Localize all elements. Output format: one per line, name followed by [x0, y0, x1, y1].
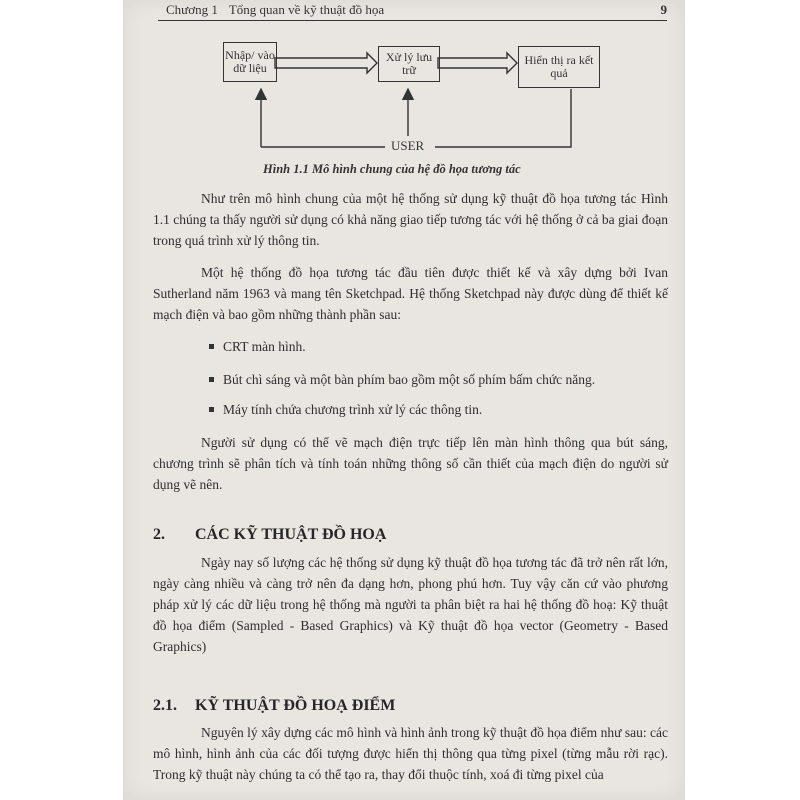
- arrow-process-to-output: [438, 53, 517, 73]
- display-result-box: Hiển thị ra kết quả: [518, 46, 600, 88]
- paragraph-3: Người sử dụng có thể vẽ mạch điện trực tiếp lên màn hình thông qua bút sáng, chương trình sẽ phân tích và tính toán những thông số cần thiết của mạch điện do người sử dụng vẽ nên.: [153, 435, 668, 492]
- section-2-1-heading: [153, 697, 395, 715]
- bullet-text: CRT màn hình.: [223, 339, 306, 354]
- paragraph-1: Như trên mô hình chung của một hệ thống sử dụng kỹ thuật đồ họa tương tác Hình 1.1 chúng ta thấy người sử dụng có khả năng giao tiếp tương tác với hệ thống ở cả ba giai đoạn trong quá trình xử lý thông tin.: [153, 191, 668, 248]
- user-label: USER: [391, 138, 425, 153]
- running-header: [158, 0, 667, 21]
- chapter-label: Chương 1: [166, 2, 218, 17]
- chapter-title: Tổng quan về kỹ thuật đồ họa: [228, 2, 385, 17]
- section-2-heading: [153, 526, 386, 544]
- bullet-marker: [209, 377, 214, 382]
- arrow-input-to-process: [275, 53, 377, 73]
- page-number: 9: [660, 2, 667, 17]
- bullet-item-computer: [223, 402, 482, 418]
- book-page: [123, 0, 685, 800]
- bullet-text: Bút chì sáng và một bàn phím bao gồm một số phím bấm chức năng.: [223, 372, 596, 387]
- paragraph-2: Một hệ thống đồ họa tương tác đầu tiên được thiết kế và xây dựng bởi Ivan Sutherland năm 1963 và mang tên Sketchpad. Hệ thống Sketchpad này được dùng để thiết kế mạch điện và bao gồm những thành phần sau:: [153, 265, 668, 322]
- interactive-graphics-diagram: [203, 36, 603, 166]
- section-title: KỸ THUẬT ĐỒ HOẠ ĐIỂM: [195, 697, 396, 714]
- process-store-box: Xử lý lưu trữ: [378, 46, 440, 82]
- section-number: 2.1.: [153, 697, 177, 714]
- bullet-item-light-pen: [223, 372, 595, 388]
- input-data-box: Nhập/ vào dữ liệu: [223, 42, 277, 82]
- section-title: CÁC KỸ THUẬT ĐỒ HOẠ: [195, 526, 387, 543]
- bullet-marker: [209, 407, 214, 412]
- figure-caption: Hình 1.1 Mô hình chung của hệ đồ họa tương tác: [263, 162, 521, 176]
- paragraph-4: Ngày nay số lượng các hệ thống sử dụng kỹ thuật đồ họa tương tác đã trở nên rất lớn, ngày càng nhiều và càng trở nên đa dạng hơn, phong phú hơn. Tuy vậy căn cứ vào phương pháp xử lý các dữ liệu trong hệ thống mà người ta phân biệt ra hai hệ thống đồ hoạ: Kỹ thuật đồ họa điểm (Sampled - Based Graphics) và Kỹ thuật đồ họa vector (Geometry - Based Graphics): [153, 555, 668, 654]
- paragraph-5: Nguyên lý xây dựng các mô hình và hình ảnh trong kỹ thuật đồ họa điểm như sau: các mô hình, hình ảnh của các đối tượng được hiển thị thông qua từng pixel (từng mẫu rời rạc). Trong kỹ thuật này chúng ta có thể tạo ra, thay đổi thuộc tính, xoá đi từng pixel của: [153, 725, 668, 782]
- bullet-marker: [209, 344, 214, 349]
- bullet-item-crt: [223, 339, 306, 355]
- section-number: 2.: [153, 526, 165, 543]
- bullet-text: Máy tính chứa chương trình xử lý các thông tin.: [223, 402, 483, 417]
